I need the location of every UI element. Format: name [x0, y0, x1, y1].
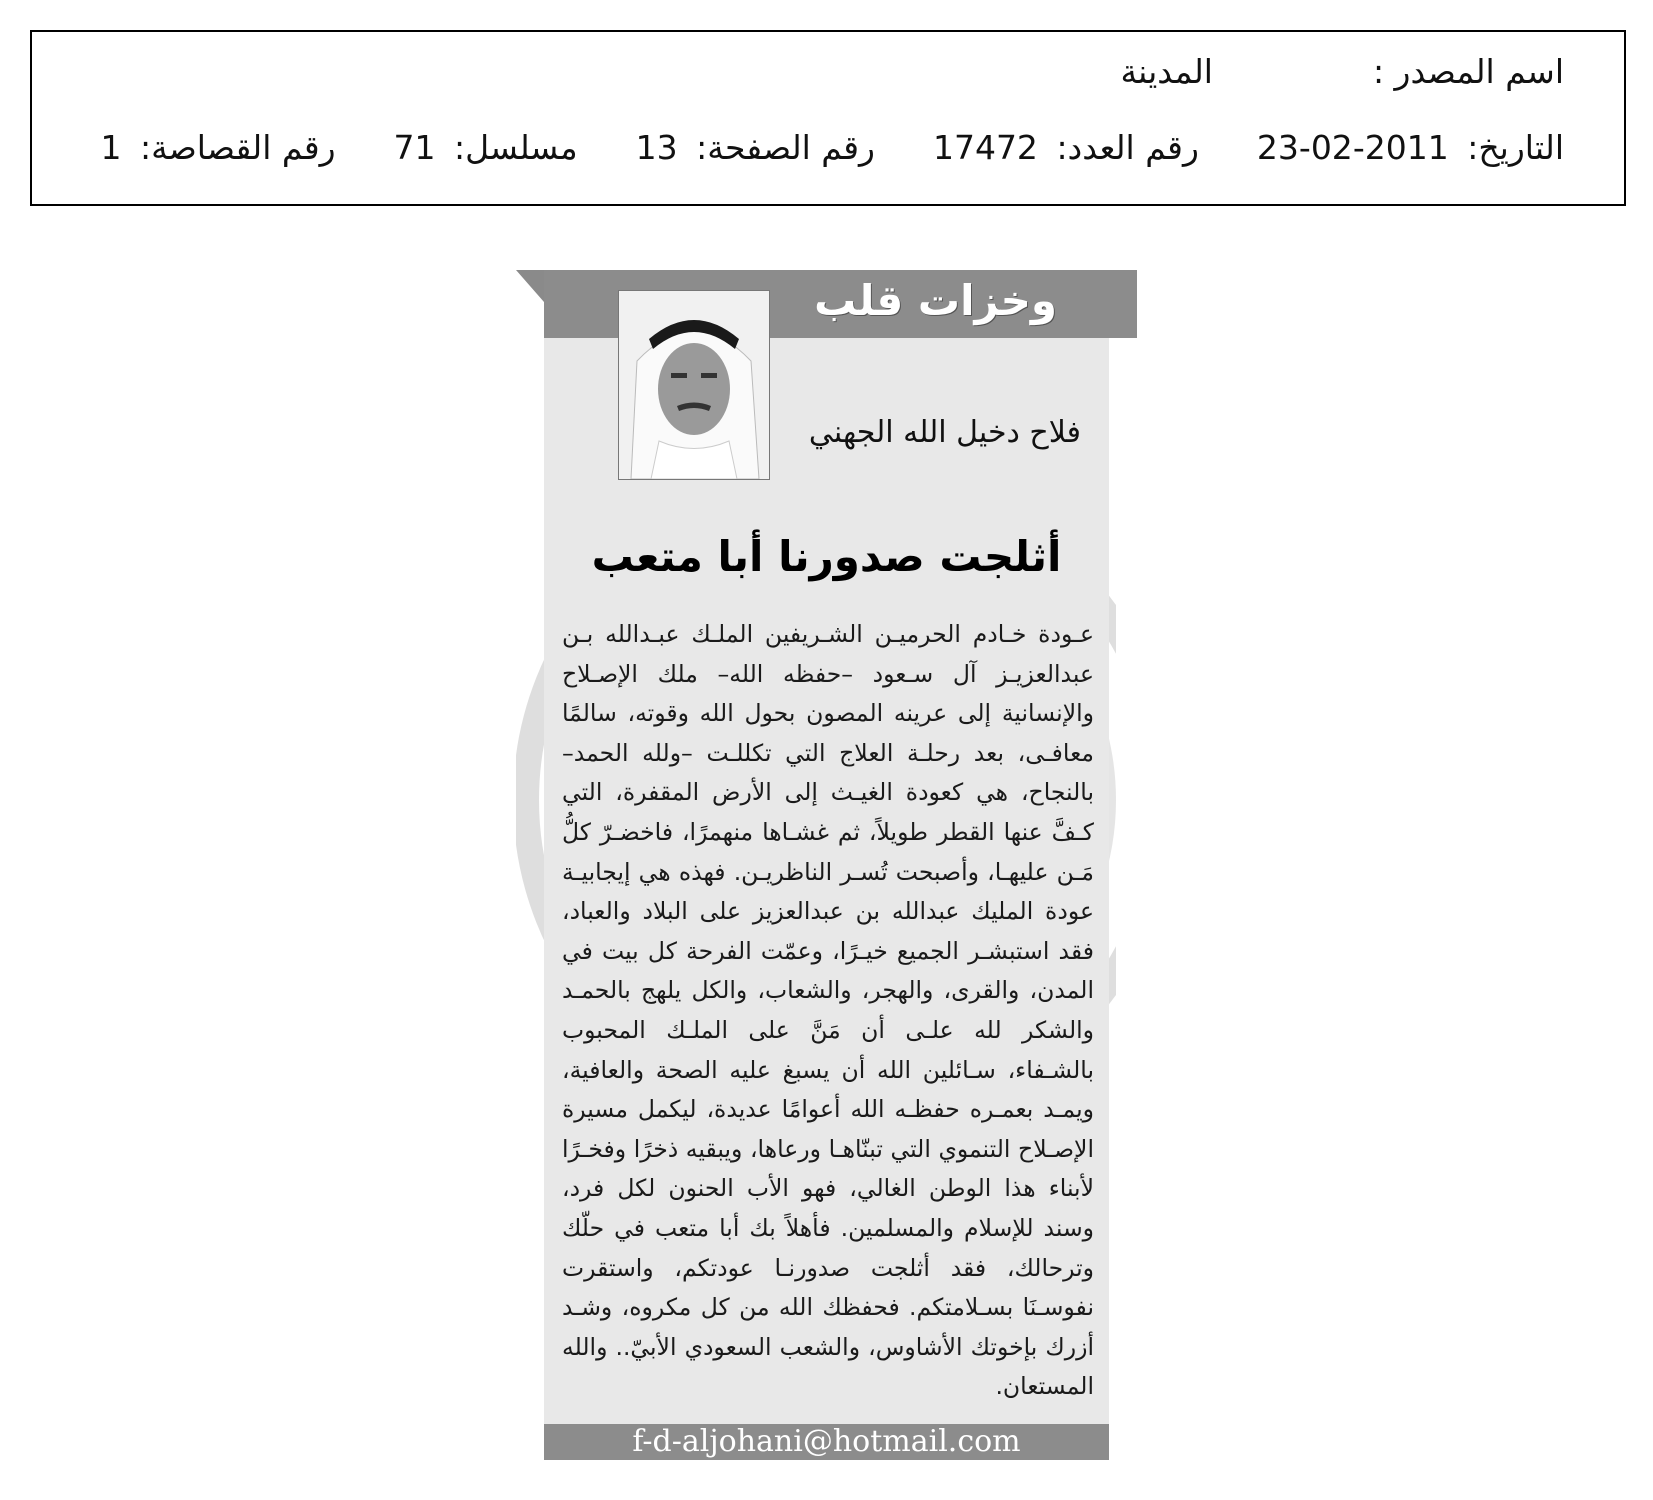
- source-row: [1120, 52, 1564, 91]
- source-label: اسم المصدر :: [1372, 52, 1564, 91]
- author-email: f-d-aljohani@hotmail.com: [632, 1424, 1021, 1459]
- page-label: رقم الصفحة:: [696, 128, 875, 167]
- email-bar: [544, 1424, 1109, 1460]
- serial-label: مسلسل:: [454, 128, 578, 167]
- serial-field: [394, 128, 578, 167]
- serial-value: 71: [393, 128, 436, 167]
- date-label: التاريخ:: [1467, 128, 1564, 167]
- clip-value: 1: [100, 128, 122, 167]
- issue-field: [933, 128, 1199, 167]
- article-column: [544, 270, 1109, 1460]
- issue-label: رقم العدد:: [1056, 128, 1199, 167]
- clip-label: رقم القصاصة:: [139, 128, 336, 167]
- page-field: [636, 128, 875, 167]
- source-info-box: [30, 30, 1626, 206]
- source-value: المدينة: [1120, 52, 1213, 91]
- author-photo: [618, 290, 770, 480]
- date-field: [1257, 128, 1564, 167]
- newspaper-clipping: [516, 240, 1116, 1470]
- publication-details-row: [100, 128, 1564, 167]
- clip-field: [100, 128, 335, 167]
- author-portrait-image: [619, 291, 769, 479]
- article-headline: أثلجت صدورنا أبا متعب: [591, 532, 1062, 581]
- column-title: وخزات قلب: [814, 276, 1057, 325]
- article-body: عـودة خـادم الحرميـن الشـريفين الملـك عبـدالله بـن عبدالعزيـز آل سـعود –حفظه الله– ملك الإصـلاح والإنسانية إلى عرينه المصون بحول الله وقوته، سالمًا معافـى، بعد رحلـة العلاج التي تكللـت –ولله الحمد– بالنجاح، هي كعودة الغيـث إلى الأرض المقفرة، التي كـفَّ عنها القطر طويلاً، ثم غشـاها منهمرًا، فاخضـرّ كلُّ مَـن عليهـا، وأصبحت تُسـر الناظريـن. فهذه هي إيجابيـة عودة المليك عبدالله بن عبدالعزيز على البلاد والعباد، فقد استبشـر الجميع خيـرًا، وعمّت الفرحة كل بيت في المدن، والقرى، والهجر، والشعاب، والكل يلهج بالحمـد والشكر لله علـى أن مَنَّ على الملـك المحبوب بالشـفاء، سـائلين الله أن يسبغ عليه الصحة والعافية، ويمـد بعمـره حفظـه الله أعوامًا عديدة، ليكمل مسيرة الإصـلاح التنموي التي تبنّاهـا ورعاها، ويبقيه ذخرًا وفخـرًا لأبناء هذا الوطن الغالي، فهو الأب الحنون لكل فرد، وسند للإسلام والمسلمين. فأهلاً بك أبا متعب في حلّك وترحالك، فقد أثلجت صدورنـا عودتكم، واستقرت نفوسـنَا بسـلامتكم. فحفظك الله من كل مكروه، وشـد أزرك بإخوتك الأشاوس، والشعب السعودي الأبيّ.. والله المستعان.: [562, 620, 1094, 1401]
- author-name: فلاح دخيل الله الجهني: [808, 415, 1081, 450]
- issue-value: 17472: [932, 128, 1038, 167]
- date-value: 2011-02-23: [1256, 128, 1449, 167]
- page-value: 13: [635, 128, 678, 167]
